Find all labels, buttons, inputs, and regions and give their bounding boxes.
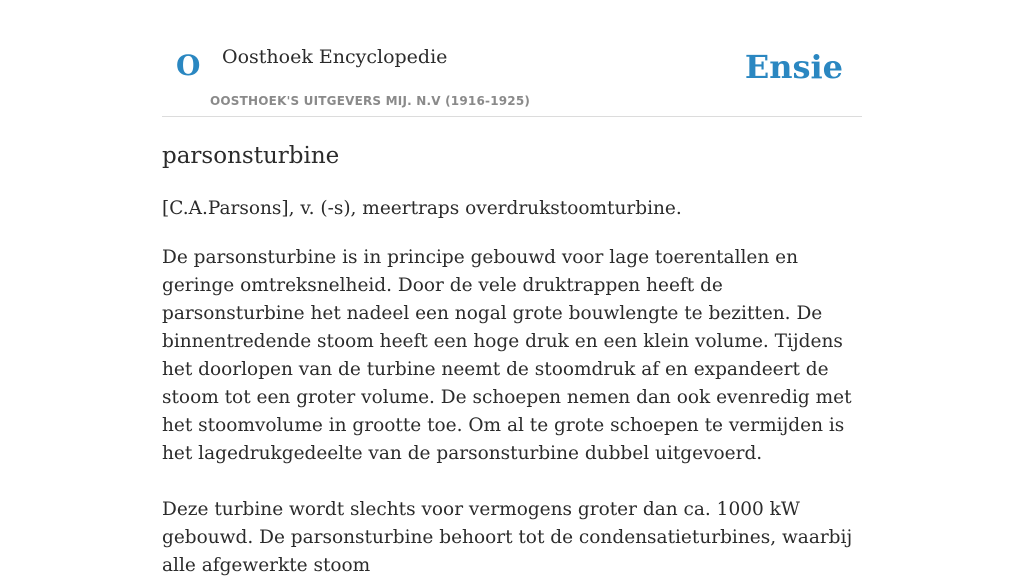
entry-body: De parsonsturbine is in principe gebouwd voor lage toerentallen en geringe omtreksnelheid. Door de vele druktrappen heeft de parsonsturbine het nadeel een nogal grote bouwlengte te bezitten. De binnentredende stoom heeft een hoge druk en een klein volume. Tijdens het doorlopen van de turbine neemt de stoomdruk af en expandeert de stoom tot een groter volume. De schoepen nemen dan ook evenredig met het stoomvolume in grootte toe. Om al te grote schoepen te vermijden is het lagedrukgedeelte van de parsonsturbine dubbel uitgevoerd. Deze turbine wordt slechts voor vermogens groter dan ca. 1000 kW gebouwd. De parsonsturbine behoort tot de condensatieturbines, waarbij alle afgewerkte stoom: [162, 246, 853, 576]
site-logo[interactable]: O: [176, 49, 201, 82]
site-subtitle: OOSTHOEK'S UITGEVERS MIJ. N.V (1916-1925): [210, 94, 531, 108]
entry-definition: [C.A.Parsons], v. (-s), meertraps overdrukstoomturbine.: [162, 197, 682, 219]
site-title[interactable]: Oosthoek Encyclopedie: [222, 46, 448, 68]
brand-logo[interactable]: Ensie: [744, 48, 843, 86]
page: [162, 0, 862, 580]
entry-title: parsonsturbine: [162, 143, 340, 169]
site-header: [162, 0, 862, 117]
